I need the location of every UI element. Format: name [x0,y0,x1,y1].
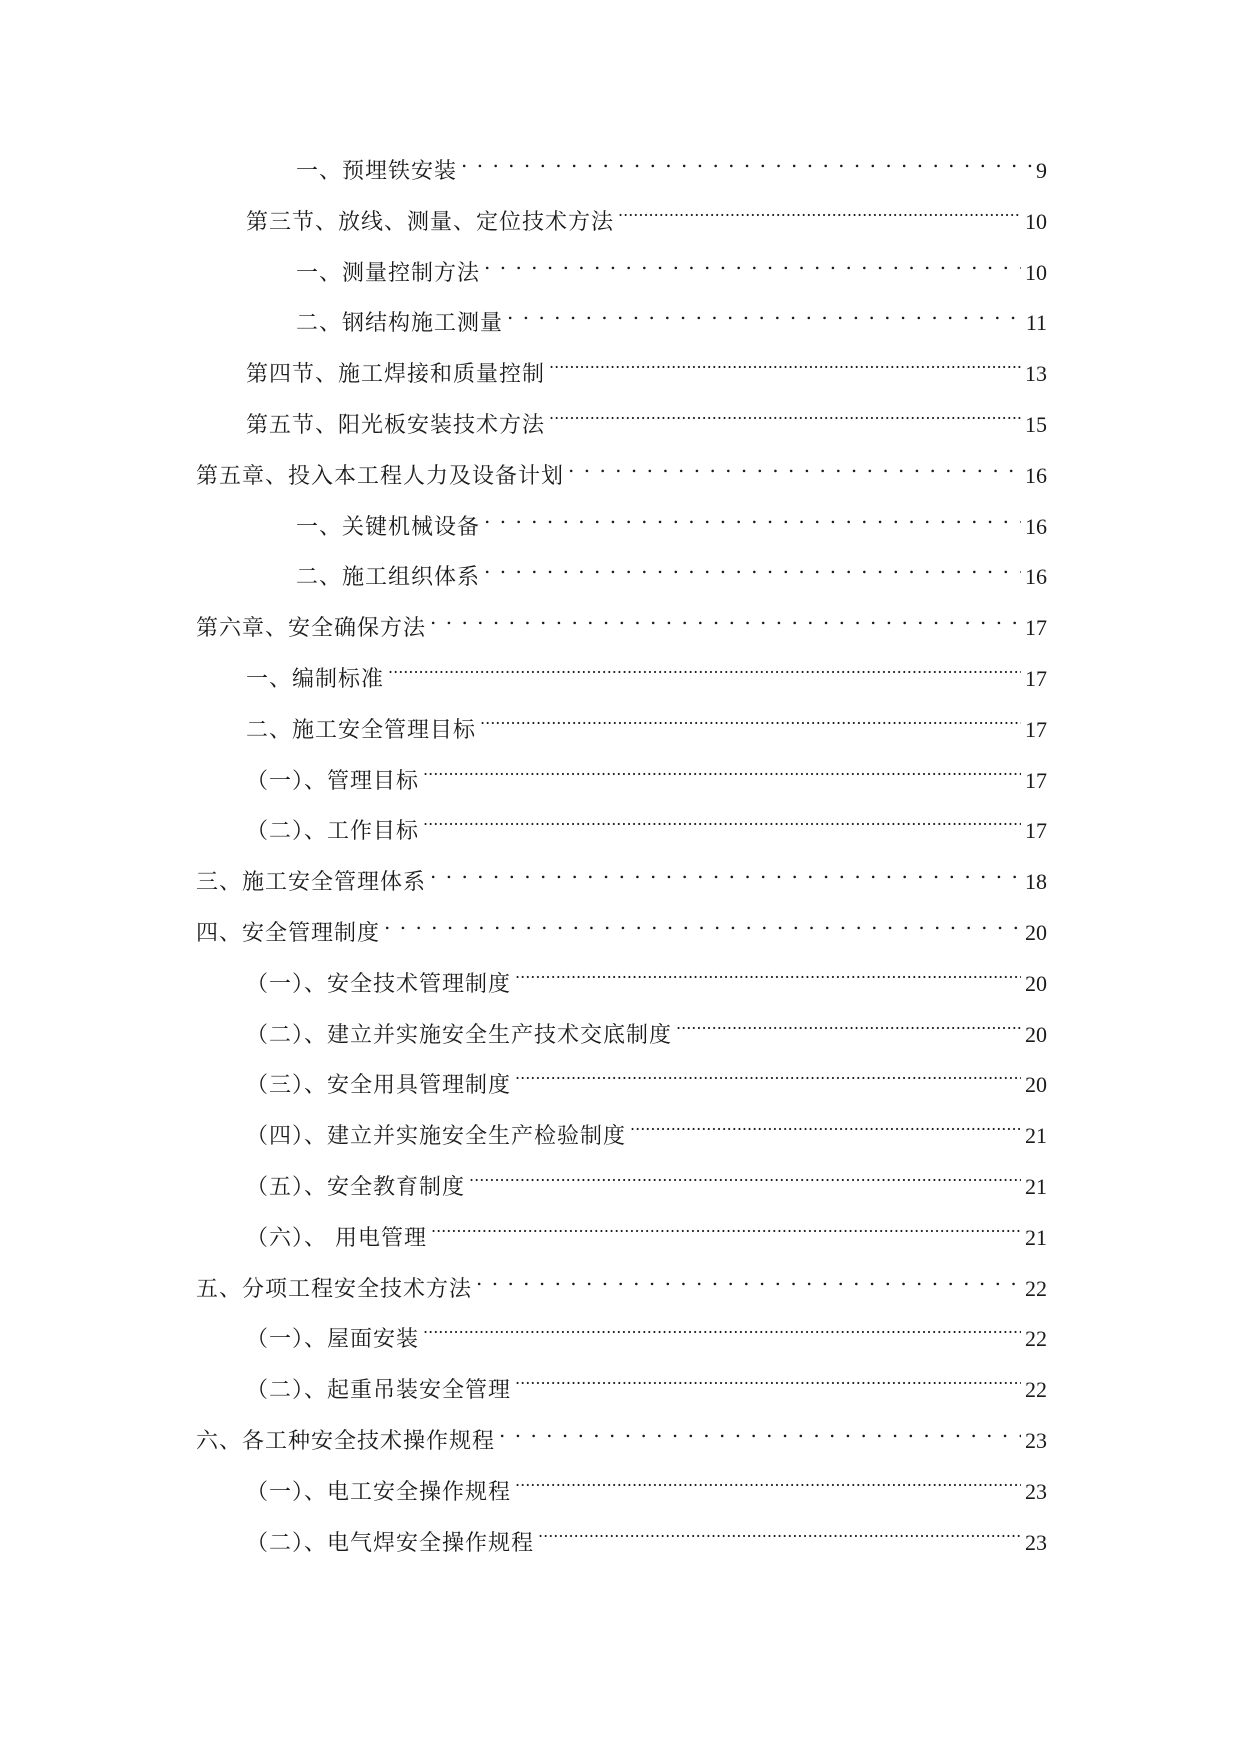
toc-entry-page-number: 15 [1025,412,1047,437]
toc-entry-title: 第五章、投入本工程人力及设备计划 [196,464,565,489]
toc-entry[interactable] [296,244,1047,286]
toc-dot-leader [384,904,1021,940]
toc-entry-title: （二）、起重吊装安全管理 [246,1378,512,1403]
toc-entry-title: 二、施工组织体系 [296,565,481,590]
toc-entry-title: 第三节、放线、测量、定位技术方法 [246,210,615,235]
toc-dot-leader [423,1310,1021,1346]
toc-dot-leader [515,1463,1021,1499]
toc-entry-page-number: 22 [1025,1326,1047,1351]
toc-entry-title: （四）、建立并实施安全生产检验制度 [246,1124,627,1149]
toc-entry[interactable] [246,1107,1047,1149]
toc-entry[interactable] [246,1310,1047,1352]
toc-entry-title: （五）、安全教育制度 [246,1175,466,1200]
toc-entry-page-number: 10 [1025,260,1047,285]
toc-entry-page-number: 22 [1025,1276,1047,1301]
toc-entry-page-number: 16 [1025,514,1047,539]
toc-entry-title: 二、钢结构施工测量 [296,311,504,336]
toc-dot-leader [423,752,1021,788]
toc-dot-leader [538,1514,1021,1550]
toc-entry-title: 一、测量控制方法 [296,261,481,286]
toc-entry-page-number: 20 [1025,920,1047,945]
toc-dot-leader [430,853,1021,889]
toc-entry[interactable] [246,1209,1047,1251]
toc-dot-leader [430,599,1021,635]
toc-entry[interactable] [246,1158,1047,1200]
toc-entry[interactable] [196,1260,1047,1302]
toc-entry-page-number: 17 [1025,666,1047,691]
toc-entry-page-number: 17 [1025,615,1047,640]
toc-entry[interactable] [246,1006,1047,1048]
toc-entry-title: 四、安全管理制度 [196,921,381,946]
toc-dot-leader [484,548,1021,584]
toc-entry-title: 二、施工安全管理目标 [246,718,477,743]
toc-entry-page-number: 20 [1025,1072,1047,1097]
toc-entry-page-number: 11 [1025,310,1047,335]
toc-dot-leader [499,1412,1021,1448]
toc-entry-title: 五、分项工程安全技术方法 [196,1277,473,1302]
toc-dot-leader [515,1361,1021,1397]
toc-entry[interactable] [296,498,1047,540]
toc-dot-leader [549,345,1021,381]
toc-entry[interactable] [246,802,1047,844]
toc-entry-title: 一、预埋铁安装 [296,159,458,184]
toc-entry-title: 第六章、安全确保方法 [196,616,427,641]
toc-entry-page-number: 9 [1036,158,1047,183]
toc-entry-page-number: 17 [1025,768,1047,793]
toc-dot-leader [388,650,1021,686]
toc-entry-page-number: 21 [1025,1225,1047,1250]
toc-entry[interactable] [296,142,1047,184]
toc-entry-title: 第四节、施工焊接和质量控制 [246,362,546,387]
toc-dot-leader [423,802,1021,838]
toc-entry[interactable] [196,853,1047,895]
toc-entry-page-number: 23 [1025,1479,1047,1504]
toc-entry-title: （三）、安全用具管理制度 [246,1073,512,1098]
toc-dot-leader [549,396,1021,432]
toc-entry[interactable] [246,1056,1047,1098]
toc-entry-page-number: 10 [1025,209,1047,234]
toc-entry-page-number: 17 [1025,717,1047,742]
toc-entry-page-number: 17 [1025,818,1047,843]
toc-entry-page-number: 20 [1025,1022,1047,1047]
toc-entry-page-number: 16 [1025,564,1047,589]
toc-entry[interactable] [196,447,1047,489]
toc-entry-title: 三、施工安全管理体系 [196,870,427,895]
toc-entry[interactable] [196,904,1047,946]
toc-dot-leader [461,142,1032,178]
toc-dot-leader [515,955,1021,991]
toc-entry[interactable] [196,599,1047,641]
toc-dot-leader [476,1260,1021,1296]
toc-entry[interactable] [246,650,1047,692]
toc-entry[interactable] [246,701,1047,743]
toc-entry-title: 一、关键机械设备 [296,515,481,540]
toc-entry[interactable] [246,1463,1047,1505]
toc-dot-leader [618,193,1021,229]
toc-entry-title: （一）、电工安全操作规程 [246,1480,512,1505]
toc-entry-title: （二）、建立并实施安全生产技术交底制度 [246,1023,673,1048]
toc-dot-leader [484,498,1021,534]
toc-entry-title: （一）、安全技术管理制度 [246,972,512,997]
toc-entry-page-number: 21 [1025,1174,1047,1199]
toc-entry-page-number: 18 [1025,869,1047,894]
toc-dot-leader [431,1209,1021,1245]
toc-entry-title: （一）、管理目标 [246,769,420,794]
toc-dot-leader [469,1158,1021,1194]
toc-dot-leader [676,1006,1021,1042]
toc-entry[interactable] [246,955,1047,997]
toc-entry-page-number: 13 [1025,361,1047,386]
toc-entry-title: （二）、工作目标 [246,819,420,844]
toc-entry[interactable] [246,345,1047,387]
toc-dot-leader [630,1107,1021,1143]
toc-entry-page-number: 22 [1025,1377,1047,1402]
toc-entry-page-number: 21 [1025,1123,1047,1148]
toc-dot-leader [515,1056,1021,1092]
toc-entry-title: （一）、屋面安装 [246,1327,420,1352]
toc-entry-title: 一、编制标准 [246,667,385,692]
toc-entry-page-number: 16 [1025,463,1047,488]
toc-dot-leader [484,244,1021,280]
toc-dot-leader [507,294,1022,330]
toc-entry-title: （二）、电气焊安全操作规程 [246,1531,535,1556]
toc-entry-title: 第五节、阳光板安装技术方法 [246,413,546,438]
toc-dot-leader [480,701,1021,737]
toc-entry-page-number: 23 [1025,1530,1047,1555]
toc-entry-title: 六、各工种安全技术操作规程 [196,1429,496,1454]
toc-entry[interactable] [296,548,1047,590]
toc-entry[interactable] [246,752,1047,794]
toc-entry[interactable] [196,1412,1047,1454]
toc-entry[interactable] [246,1514,1047,1556]
toc-entry[interactable] [296,294,1047,336]
toc-entry-page-number: 20 [1025,971,1047,996]
toc-entry[interactable] [246,193,1047,235]
toc-entry[interactable] [246,1361,1047,1403]
toc-dot-leader [568,447,1021,483]
toc-entry-page-number: 23 [1025,1428,1047,1453]
toc-entry-title: （六）、 用电管理 [246,1226,427,1251]
toc-entry[interactable] [246,396,1047,438]
